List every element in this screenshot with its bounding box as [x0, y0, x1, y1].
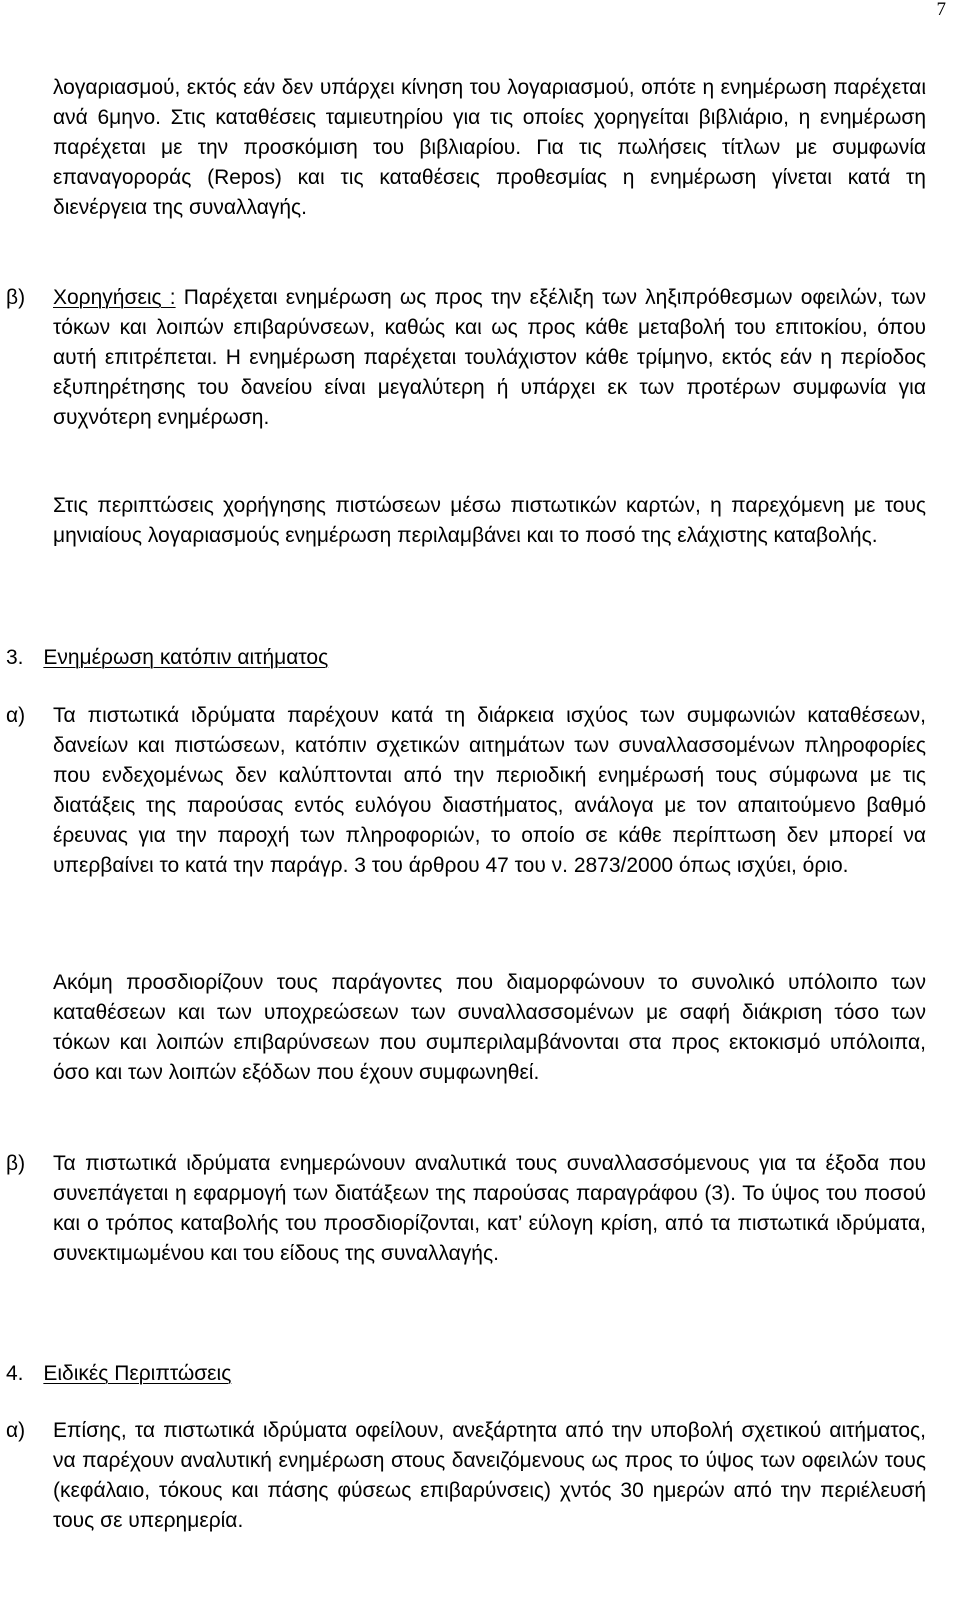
section4-number: 4.	[6, 1362, 24, 1385]
item-marker: α)	[6, 704, 26, 727]
item-marker: α)	[6, 1419, 26, 1442]
credit-cards-paragraph: Στις περιπτώσεις χορήγησης πιστώσεων μέσω πιστωτικών καρτών, η παρεχόμενη με τους μηνιαίους λογαριασμούς ενημέρωση περιλαμβάνει και το ποσό της ελάχιστης καταβολής.	[53, 494, 926, 547]
item-marker: β)	[6, 1152, 26, 1175]
section4-title: Ειδικές Περιπτώσεις	[43, 1362, 232, 1385]
section4-heading	[6, 1359, 231, 1389]
loans-text: Παρέχεται ενημέρωση ως προς την εξέλιξη των ληξιπρόθεσμων οφειλών, των τόκων και λοιπών επιβαρύνσεων, καθώς και ως προς κάθε μεταβολή του επιτοκίου, όπου αυτή επιτρέπεται. Η ενημέρωση παρέχεται τουλάχιστον κάθε τρίμηνο, εκτός εάν η περίοδος εξυπηρέτησης του δανείου είναι μεγαλύτερη ή υπάρχει εκ των προτέρων συμφωνία για συχνότερη ενημέρωση.	[53, 286, 926, 429]
section3-number: 3.	[6, 646, 24, 669]
intro-paragraph: λογαριασμού, εκτός εάν δεν υπάρχει κίνηση του λογαριασμού, οπότε η ενημέρωση παρέχεται ανά 6μηνο. Στις καταθέσεις ταμιευτηρίου για τις οποίες χορηγείται βιβλιάριο, η ενημέρωση παρέχεται με την προσκόμιση του βιβλιαρίου. Για τις πωλήσεις τίτλων με συμφωνία επαναγοροράς (Repos) και τις καταθέσεις προθεσμίας η ενημέρωση γίνεται κατά τη διενέργεια της συναλλαγής.	[53, 76, 926, 219]
page-number: 7	[936, 0, 946, 20]
item-marker: β)	[6, 286, 26, 309]
section3-b-text: Τα πιστωτικά ιδρύματα ενημερώνουν αναλυτικά τους συναλλασσόμενους για τα έξοδα που συνεπάγεται η εφαρμογή των διατάξεων της παρούσας παραγράφου (3). Το ύψος του ποσού και ο τρόπος καταβολής του προσδιορίζονται, κατ’ εύλογη κρίση, από τα πιστωτικά ιδρύματα, συνεκτιμωμένου και του είδους της συναλλαγής.	[53, 1152, 926, 1265]
loans-paragraph	[53, 283, 926, 433]
section3-title: Ενημέρωση κατόπιν αιτήματος	[43, 646, 329, 669]
section3-heading	[6, 643, 328, 673]
loans-label: Χορηγήσεις :	[53, 286, 176, 309]
section3-a-extra: Ακόμη προσδιορίζουν τους παράγοντες που διαμορφώνουν το συνολικό υπόλοιπο των καταθέσεων και των υποχρεώσεων των συναλλασσομένων με σαφή διάκριση τόσο των τόκων και λοιπών επιβαρύνσεων που συμπεριλαμβάνονται στα προς εκτοκισμό υπόλοιπα, όσο και των λοιπών εξόδων που έχουν συμφωνηθεί.	[53, 971, 926, 1084]
section3-a-text: Τα πιστωτικά ιδρύματα παρέχουν κατά τη διάρκεια ισχύος των συμφωνιών καταθέσεων, δανείων και πιστώσεων, κατόπιν σχετικών αιτημάτων των συναλλασσομένων πληροφορίες που ενδεχομένως δεν καλύπτονται από την περιοδική ενημέρωσή τους σύμφωνα με τις διατάξεις της παρούσας εντός ευλόγου διαστήματος, ανάλογα με τον απαιτούμενο βαθμό έρευνας για την παροχή των πληροφοριών, το οποίο σε κάθε περίπτωση δεν μπορεί να υπερβαίνει το κατά την παράγρ. 3 του άρθρου 47 του ν. 2873/2000 όπως ισχύει, όριο.	[53, 704, 926, 877]
section4-a-text: Επίσης, τα πιστωτικά ιδρύματα οφείλουν, ανεξάρτητα από την υποβολή σχετικού αιτήματος, να παρέχουν αναλυτική ενημέρωση στους δανειζόμενους ως προς το ύψος των οφειλών τους (κεφάλαιο, τόκους και πάσης φύσεως επιβαρύνσεις) χντός 30 ημερών από την περιέλευσή τους σε υπερημερία.	[53, 1419, 926, 1532]
